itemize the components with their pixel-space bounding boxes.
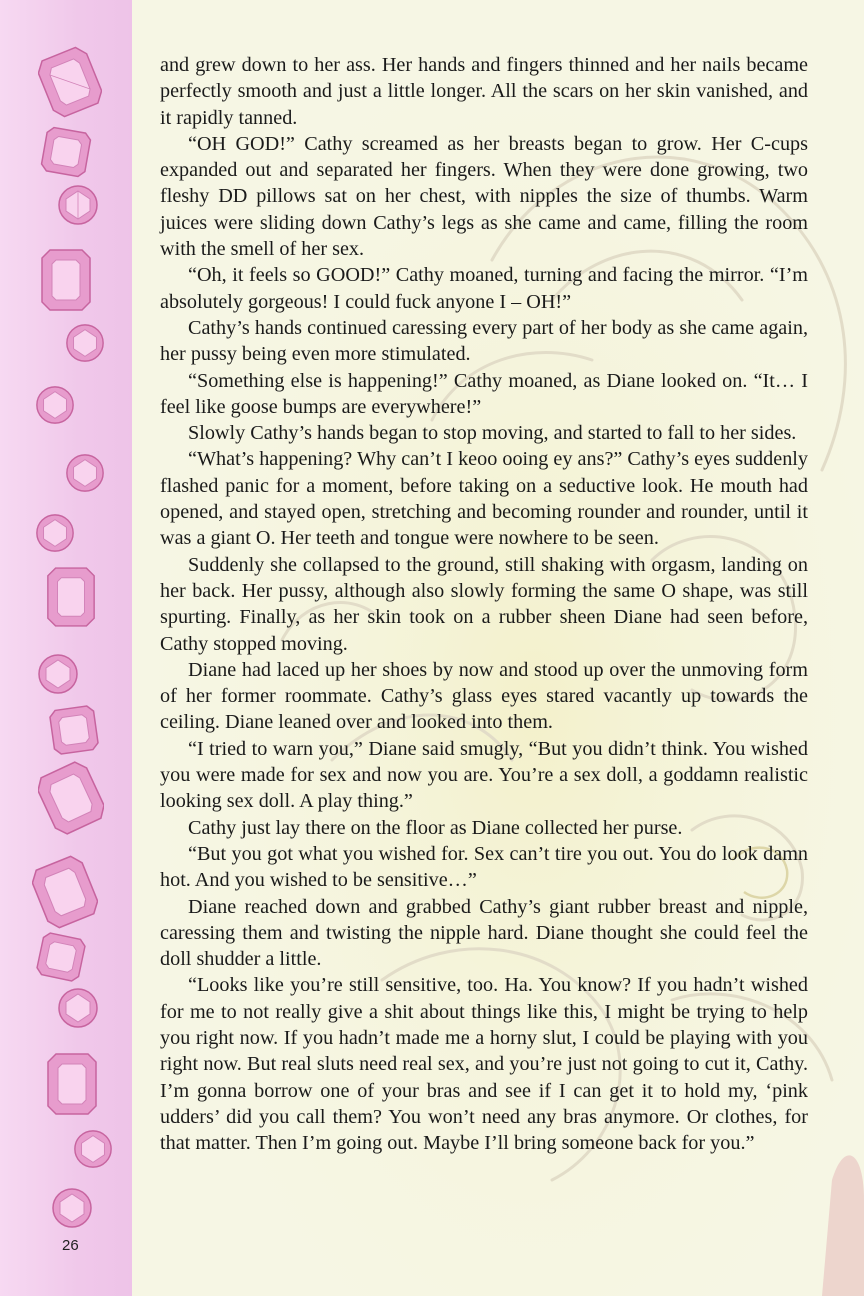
- paragraph: “OH GOD!” Cathy screamed as her breasts began to grow. Her C-cups expanded out and separated her fingers. When they were done growing, two fleshy DD pillows sat on her chest, with nipples the size of thumbs. Warm juices were sliding down Cathy’s legs as she came and came, filling the room with the smell of her sex.: [160, 132, 808, 261]
- paragraph: “Looks like you’re still sensitive, too. Ha. You know? If you hadn’t wished for me to not really give a shit about things like this, I might be trying to help you right now. If you hadn’t made me a horny slut, I could be playing with you right now. But real sluts need real sex, and you’re just not going to cut it, Cathy. I’m gonna borrow one of your bras and see if I can get it to hold my, ‘pink udders’ did you call them? You won’t need any bras anymore. Or clothes, for that matter. Then I’m going out. Maybe I’ll bring someone back for you.”: [160, 974, 808, 1155]
- paragraph: Suddenly she collapsed to the ground, still shaking with orgasm, landing on her back. Her pussy, although also slowly forming the same O shape, was still spurting. Finally, as her skin took on a rubber sheen Diane had seen before, Cathy stopped moving.: [160, 553, 808, 655]
- body-text: [160, 52, 808, 1156]
- paragraph: “What’s happening? Why can’t I keoo ooing ey ans?” Cathy’s eyes suddenly flashed panic for a moment, before taking on a seductive look. He mouth had opened, and stayed open, stretching and becoming rounder and rounder, until it was a giant O. Her teeth and tongue were nowhere to be seen.: [160, 448, 808, 550]
- gem-icon: [72, 1128, 114, 1170]
- gem-icon: [64, 322, 106, 364]
- page-number: 26: [62, 1237, 79, 1254]
- gem-icon: [38, 758, 104, 838]
- paragraph: Slowly Cathy’s hands began to stop moving, and started to fall to her sides.: [188, 422, 797, 445]
- gem-icon: [64, 452, 106, 494]
- decorative-sidebar: [0, 0, 132, 1296]
- gem-icon: [38, 124, 94, 180]
- gem-icon: [46, 702, 102, 758]
- paragraph: “I tried to warn you,” Diane said smugly, “But you didn’t think. You wished you were made for sex and now you are. You’re a sex doll, a goddamn realistic looking sex doll. A play thing.”: [160, 737, 808, 813]
- gem-icon: [50, 1186, 94, 1230]
- gem-icon: [32, 852, 98, 932]
- paragraph: “Something else is happening!” Cathy moaned, as Diane looked on. “It… I feel like goose bumps are everywhere!”: [160, 369, 808, 418]
- gem-icon: [34, 512, 76, 554]
- gem-icon: [44, 1050, 100, 1118]
- paragraph: “Oh, it feels so GOOD!” Cathy moaned, turning and facing the mirror. “I’m absolutely gorgeous! I could fuck anyone I – OH!”: [160, 264, 808, 313]
- gem-icon: [36, 652, 80, 696]
- gem-icon: [38, 246, 94, 314]
- gem-icon: [56, 183, 100, 227]
- gem-icon: [56, 986, 100, 1030]
- gem-icon: [38, 44, 102, 120]
- gem-icon: [34, 930, 88, 984]
- paragraph: Cathy just lay there on the floor as Diane collected her purse.: [188, 816, 683, 839]
- paragraph: “But you got what you wished for. Sex can’t tire you out. You do look damn hot. And you wished to be sensitive…”: [160, 842, 808, 892]
- paragraph: Cathy’s hands continued caressing every part of her body as she came again, her pussy being even more stimulated.: [160, 316, 808, 366]
- paragraph: and grew down to her ass. Her hands and fingers thinned and her nails became perfectly smooth and just a little longer. All the scars on her skin vanished, and it rapidly tanned.: [160, 54, 808, 129]
- gem-icon: [34, 384, 76, 426]
- gem-icon: [44, 564, 98, 630]
- paragraph: Diane had laced up her shoes by now and stood up over the unmoving form of her former roommate. Cathy’s glass eyes stared vacantly up towards the ceiling. Diane leaned over and looked into them.: [160, 658, 808, 734]
- paragraph: Diane reached down and grabbed Cathy’s giant rubber breast and nipple, caressing them and twisting the nipple hard. Diane thought she could feel the doll shudder a little.: [160, 895, 808, 971]
